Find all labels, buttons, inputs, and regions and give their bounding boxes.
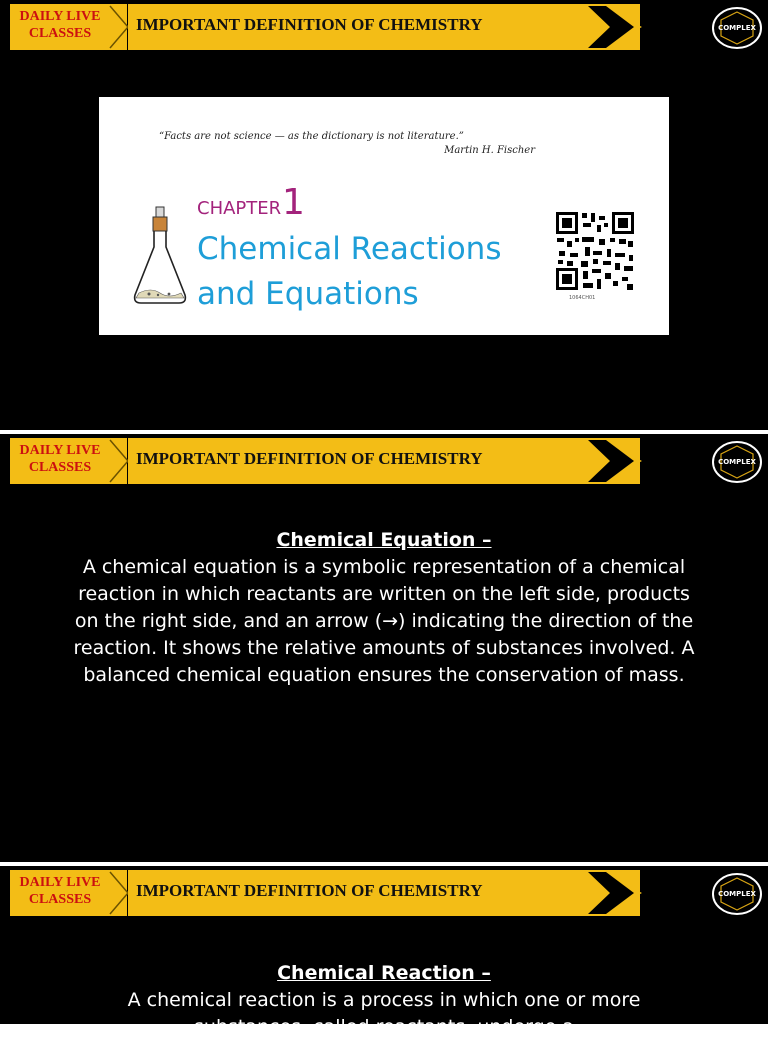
header-banner xyxy=(10,438,640,484)
chapter-number: 1 xyxy=(282,182,305,223)
banner-label xyxy=(10,874,110,908)
slide-chemical-reaction xyxy=(0,866,768,1038)
chapter-title xyxy=(197,227,501,317)
banner-label-line1: DAILY LIVE xyxy=(19,9,101,24)
qr-code-label: 1064CH01 xyxy=(569,295,596,301)
definition-heading: Chemical Reaction – xyxy=(277,962,491,984)
header-banner xyxy=(10,4,640,50)
definition-block xyxy=(70,960,698,1041)
chapter-title-line2: and Equations xyxy=(197,276,419,312)
chapter-label: CHAPTER xyxy=(197,198,282,219)
arrow-right-icon xyxy=(570,438,642,484)
complex-logo-icon xyxy=(711,440,763,484)
complex-logo-icon xyxy=(711,872,763,916)
arrow-right-icon xyxy=(570,870,642,916)
qr-code-icon xyxy=(555,211,635,291)
chapter-quote xyxy=(159,130,535,158)
banner-title-box xyxy=(128,4,640,50)
quote-author: Martin H. Fischer xyxy=(444,145,535,156)
definition-body: A chemical reaction is a process in which one or more substances, called reactants, undergo a xyxy=(127,989,641,1038)
header-banner xyxy=(10,870,640,916)
banner-title-box xyxy=(128,438,640,484)
chevron-separator-icon xyxy=(106,870,130,916)
banner-label xyxy=(10,442,110,476)
definition-block xyxy=(70,527,698,689)
definition-body: A chemical equation is a symbolic representation of a chemical reaction in which reactants are written on the left side, products on the right side, and an arrow (→) indicating the direction of the reaction. It shows the relative amounts of substances involved. A balanced chemical equation ensures the conservation of mass. xyxy=(73,556,695,686)
banner-label-line2: CLASSES xyxy=(28,26,92,41)
logo-text: COMPLEX xyxy=(718,890,756,898)
banner-label xyxy=(10,8,110,42)
definition-heading: Chemical Equation – xyxy=(276,529,492,551)
banner-label-line1: DAILY LIVE xyxy=(19,443,101,458)
chevron-separator-icon xyxy=(106,438,130,484)
complex-logo-icon xyxy=(711,6,763,50)
chevron-separator-icon xyxy=(106,4,130,50)
arrow-right-icon xyxy=(570,4,642,50)
slide-chapter-cover xyxy=(0,0,768,430)
logo-text: COMPLEX xyxy=(718,24,756,32)
chapter-title-line1: Chemical Reactions xyxy=(197,231,502,267)
flask-icon xyxy=(131,205,189,307)
banner-title: IMPORTANT DEFINITION OF CHEMISTRY xyxy=(136,15,483,34)
logo-text: COMPLEX xyxy=(718,458,756,466)
quote-text: “Facts are not science — as the dictionary is not literature.” xyxy=(159,131,464,142)
banner-title: IMPORTANT DEFINITION OF CHEMISTRY xyxy=(136,449,483,468)
textbook-cover xyxy=(99,97,669,335)
banner-label-line2: CLASSES xyxy=(28,892,92,907)
slide-chemical-equation xyxy=(0,434,768,862)
banner-label-line1: DAILY LIVE xyxy=(19,875,101,890)
banner-label-line2: CLASSES xyxy=(28,460,92,475)
banner-title-box xyxy=(128,870,640,916)
banner-title: IMPORTANT DEFINITION OF CHEMISTRY xyxy=(136,881,483,900)
